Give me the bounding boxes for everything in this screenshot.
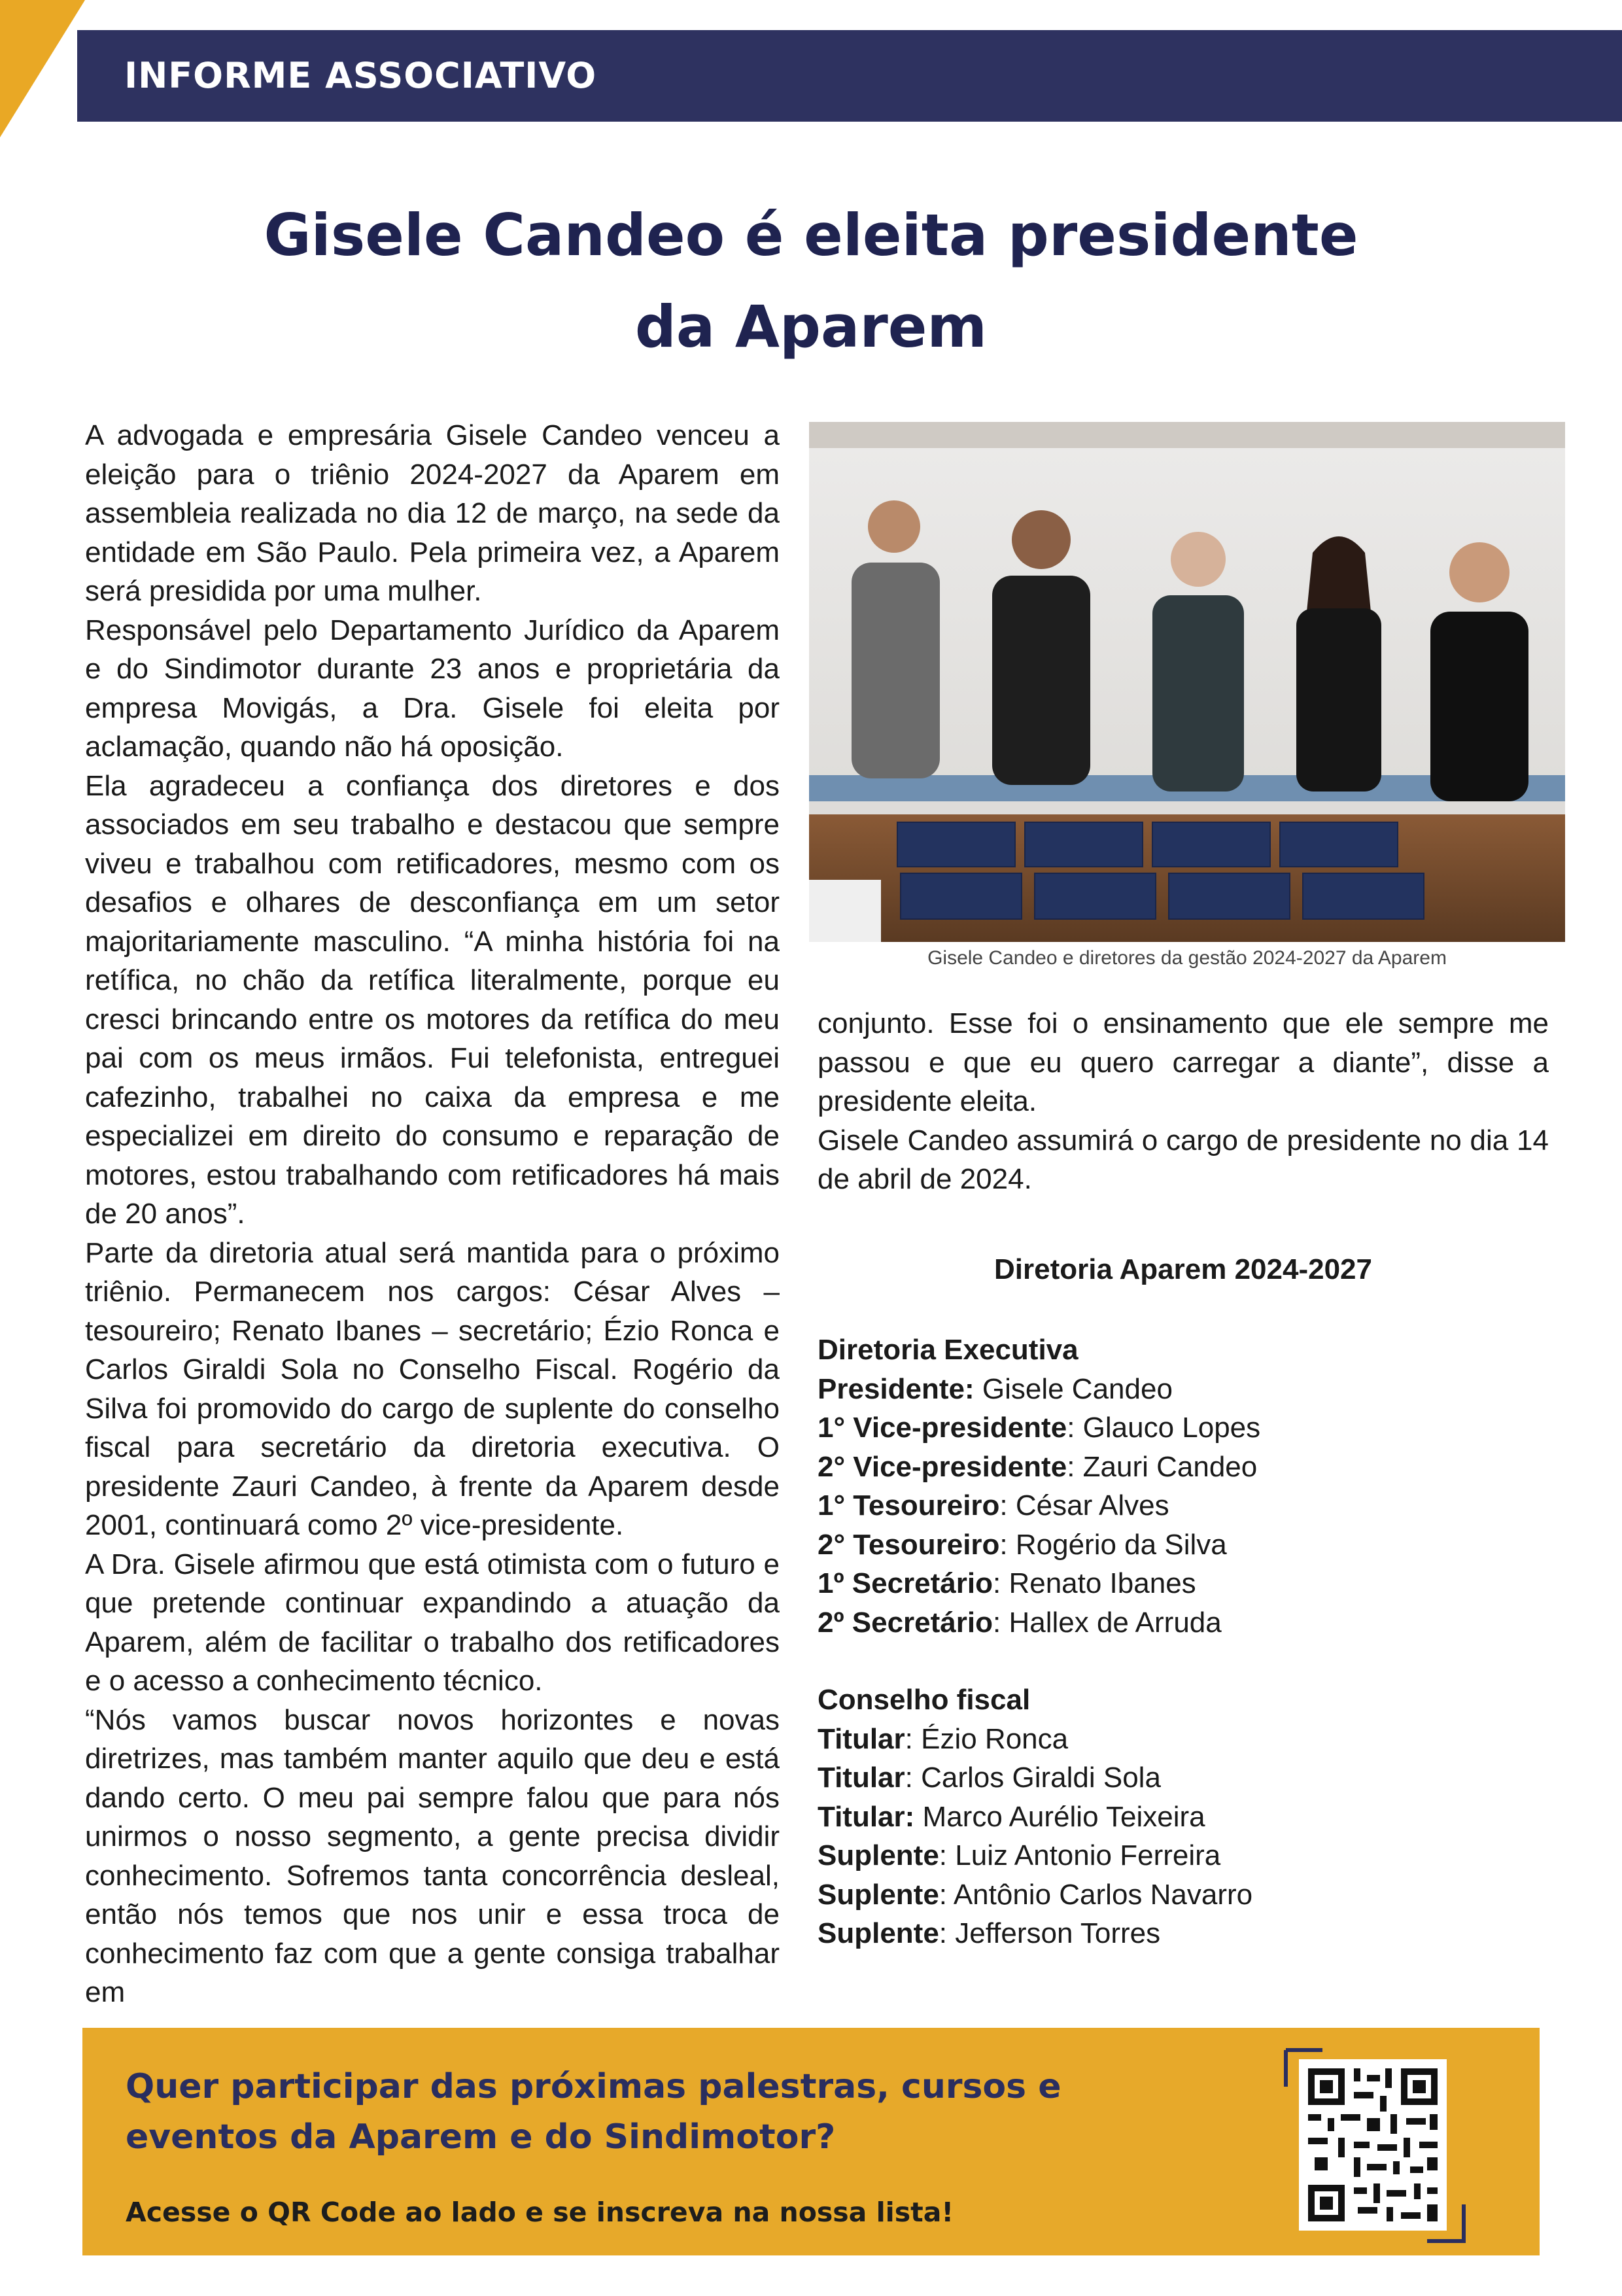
paragraph: Ela agradeceu a confiança dos diretores e dos associados em seu trabalho e destacou que sempre viveu e trabalhou com retificadores, mesmo com os desafios e olhares de desconfiança em um setor majoritariamente masculino. “A minha história foi na retífica, no chão da retífica literalmente, porque eu cresci brincando entre os motores da retífica do meu pai com os meus irmãos. Fui telefonista, entreguei cafezinho, trabalhei no caixa da empresa e me especializei em direito do consumo e reparação de motores, estou trabalhando com retificadores há mais de 20 anos”. <box>85 769 780 1230</box>
paragraph: Parte da diretoria atual será mantida para o próximo triênio. Permanecem nos cargos: César Alves – tesoureiro; Renato Ibanes – secretário; Ézio Ronca e Carlos Giraldi Sola no Conselho Fiscal. Rogério da Silva foi promovido do cargo de suplente do conselho fiscal para secretário da diretoria executiva. O presidente Zauri Candeo, à frente da Aparem desde 2001, continuará como 2º vice-presidente. <box>85 1236 780 1541</box>
board-title: Diretoria Aparem 2024-2027 <box>993 1253 1372 1285</box>
board-member: 2° Vice-presidente: Zauri Candeo <box>818 1450 1258 1483</box>
article-title: Gisele Candeo é eleita presidente da Aparem <box>264 201 1358 360</box>
fiscal-member: Titular: Ézio Ronca <box>818 1722 1069 1755</box>
paragraph: A Dra. Gisele afirmou que está otimista com o futuro e que pretende continuar expandindo a atuação da Aparem, além de facilitar o trabalho dos retificadores e o acesso a conhecimento técnico. <box>85 1548 780 1697</box>
section-label: INFORME ASSOCIATIVO <box>124 55 597 96</box>
section-header <box>77 30 1622 122</box>
fiscal-member: Suplente: Luiz Antonio Ferreira <box>818 1839 1221 1871</box>
board-member: 1° Tesoureiro: César Alves <box>818 1489 1169 1522</box>
fiscal-member: Suplente: Jefferson Torres <box>818 1917 1161 1949</box>
board-member: Presidente: Gisele Candeo <box>818 1372 1173 1405</box>
paragraph: Responsável pelo Departamento Jurídico da Aparem e do Sindimotor durante 23 anos e proprietária da empresa Movigás, a Dra. Gisele foi eleita por aclamação, quando não há oposição. <box>85 614 780 763</box>
fiscal-member: Suplente: Antônio Carlos Navarro <box>818 1878 1253 1911</box>
cta-question: Quer participar das próximas palestras, cursos e eventos da Aparem e do Sindimotor? <box>126 2067 1061 2157</box>
executive-heading: Diretoria Executiva <box>818 1334 1078 1366</box>
article-body-right <box>818 1004 1549 1953</box>
board-member: 2º Secretário: Hallex de Arruda <box>818 1606 1222 1639</box>
paragraph: Gisele Candeo assumirá o cargo de presidente no dia 14 de abril de 2024. <box>818 1124 1549 1195</box>
fiscal-member: Titular: Marco Aurélio Teixeira <box>818 1800 1205 1833</box>
board-list <box>818 1331 1549 1953</box>
board-member: 1º Secretário: Renato Ibanes <box>818 1567 1196 1599</box>
cta-subtext: Acesse o QR Code ao lado e se inscreva na nossa lista! <box>126 2197 954 2228</box>
paragraph: conjunto. Esse foi o ensinamento que ele sempre me passou e que eu quero carregar a diante”, disse a presidente eleita. <box>818 1007 1549 1117</box>
board-member: 2° Tesoureiro: Rogério da Silva <box>818 1528 1227 1561</box>
qr-code[interactable] <box>1299 2059 1447 2231</box>
fiscal-member: Titular: Carlos Giraldi Sola <box>818 1762 1161 1794</box>
corner-accent <box>0 0 85 137</box>
article-body-left <box>85 416 780 2012</box>
cta-banner <box>82 2028 1540 2255</box>
paragraph: “Nós vamos buscar novos horizontes e novas diretrizes, mas também manter aquilo que deu e está dando certo. O meu pai sempre falou que para nós unirmos o nosso segmento, a gente precisa dividir conhecimento. Sofremos tanta concorrência desleal, então nós temos que nos unir e essa troca de conhecimento faz com que a gente consiga trabalhar em <box>85 1703 780 2008</box>
board-member: 1° Vice-presidente: Glauco Lopes <box>818 1412 1261 1444</box>
photo-caption: Gisele Candeo e diretores da gestão 2024-2027 da Aparem <box>927 947 1447 969</box>
group-photo <box>809 422 1565 942</box>
fiscal-heading: Conselho fiscal <box>818 1684 1031 1716</box>
paragraph: A advogada e empresária Gisele Candeo venceu a eleição para o triênio 2024-2027 da Aparem em assembleia realizada no dia 12 de março, na sede da entidade em São Paulo. Pela primeira vez, a Aparem será presidida por uma mulher. <box>85 419 780 607</box>
